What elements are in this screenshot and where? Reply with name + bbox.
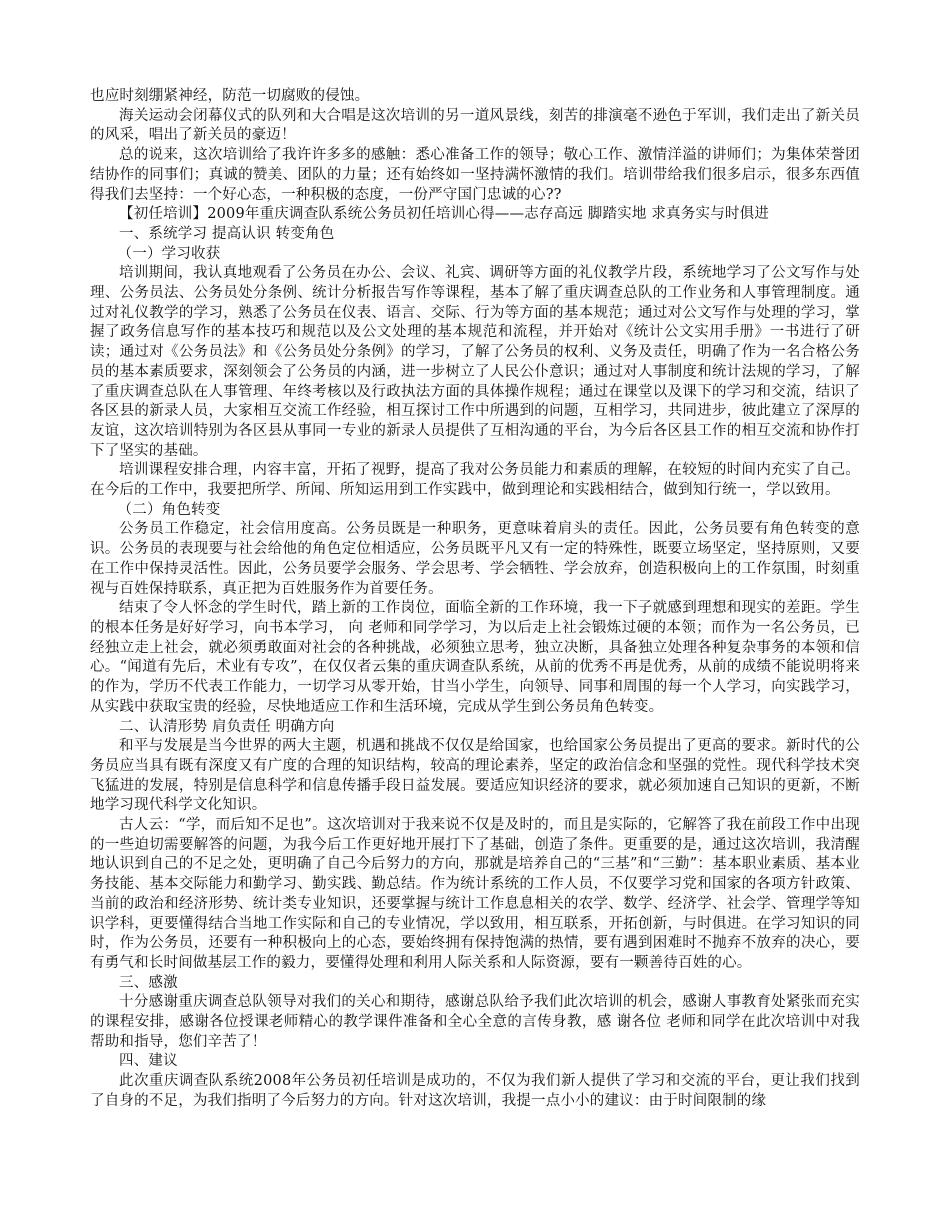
section-heading-2: 二、认清形势 肩负责任 明确方向	[119, 718, 335, 735]
paragraph: 公务员工作稳定，社会信用度高。公务员既是一种职务，更意味着肩头的责任。因此，公务员要有角色转变的意识。公务员的表现要与社会给他的角色定位相适应，公务员既平凡又有一定的特殊性，既要立场坚定，坚持原则，又要在工作中保持灵活性。因此，公务员要学会服务、学会思考、学会牺牲、学会放弃，创造积极向上的工作氛围，时刻重视与百姓保持联系，真正把为百姓服务作为首要任务。	[90, 521, 860, 597]
paragraph: 总的说来，这次培训给了我许许多多的感触：悉心准备工作的领导；敬心工作、激情洋溢的讲师们；为集体荣誉团结协作的同事们；真诚的赞美、团队的力量；还有始终如一坚持满怀激情的我们。培训带给我们很多启示，很多东西值得我们去坚持：一个好心态，一种积极的态度，一份严守国门忠诚的心??	[90, 147, 860, 203]
section-heading-3: 三、感激	[119, 974, 178, 991]
section-heading-4: 四、建议	[119, 1053, 178, 1070]
paragraph: 此次重庆调查队系统2008年公务员初任培训是成功的，不仅为我们新人提供了学习和交流的平台，更让我们找到了自身的不足，为我们指明了今后努力的方向。针对这次培训，我提一点小小的建议：由于时间限制的缘	[90, 1073, 860, 1109]
paragraph: 海关运动会闭幕仪式的队列和大合唱是这次培训的另一道风景线，刻苦的排演毫不逊色于军训，我们走出了新关员的风采，唱出了新关员的豪迈！	[90, 107, 860, 144]
section-heading-1: 一、系统学习 提高认识 转变角色	[119, 225, 335, 242]
paragraph: 和平与发展是当今世界的两大主题，机遇和挑战不仅仅是给国家，也给国家公务员提出了更高的要求。新时代的公务员应当具有既有深度又有广度的合理的知识结构，较高的理论素养，坚定的政治信念和坚强的党性。现代科学技术突飞猛进的发展，特别是信息科学和信息传播手段日益发展。要适应知识经济的要求，就必须加速自己知识的更新，不断地学习现代科学文化知识。	[90, 738, 860, 814]
paragraph: 培训课程安排合理，内容丰富，开拓了视野，提高了我对公务员能力和素质的理解，在较短的时间内充实了自己。在今后的工作中，我要把所学、所闻、所知运用到工作实践中，做到理论和实践相结合，做到知行统一，学以致用。	[90, 462, 860, 499]
paragraph: 也应时刻绷紧神经，防范一切腐败的侵蚀。	[90, 88, 370, 104]
article-title: 【初任培训】2009年重庆调查队系统公务员初任培训心得——志存高远 脚踏实地 求真务实与时俱进	[119, 206, 770, 223]
subsection-heading-1: （一）学习收获	[117, 245, 221, 262]
paragraph: 结束了令人怀念的学生时代，踏上新的工作岗位，面临全新的工作环境，我一下子就感到理想和现实的差距。学生的根本任务是好好学习，向书本学习， 向 老师和同学学习，为以后走上社会锻炼过硬的本领；而作为一名公务员，已经独立走上社会，就必须勇敢面对社会的各种挑战，必须独立思考，独立决断，具备独立处理各种复杂事务的本领和信心。“闻道有先后，术业有专攻”，在仅仅者云集的重庆调查队系统，从前的优秀不再是优秀，从前的成绩不能说明将来的作为，学历不代表工作能力，一切学习从零开始，甘当小学生，向领导、同事和周围的每一个人学习，向实践学习，从实践中获取宝贵的经验，尽快地适应工作和生活环境，完成从学生到公务员角色转变。	[90, 600, 860, 715]
subsection-heading-2: （二）角色转变	[117, 501, 221, 518]
paragraph: 培训期间，我认真地观看了公务员在办公、会议、礼宾、调研等方面的礼仪教学片段，系统地学习了公文写作与处理、公务员法、公务员处分条例、统计分析报告写作等课程，基本了解了重庆调查总队的工作业务和人事管理制度。通过对礼仪教学的学习，熟悉了公务员在仪表、语言、交际、行为等方面的基本规范；通过对公文写作与处理的学习，掌握了政务信息写作的基本技巧和规范以及公文处理的基本规范和流程，并开始对《统计公文实用手册》一书进行了研读；通过对《公务员法》和《公务员处分条例》的学习，了解了公务员的权利、义务及责任，明确了作为一名合格公务员的基本素质要求，深刻领会了公务员的内涵，进一步树立了人民公仆意识；通过对人事制度和统计法规的学习，了解了重庆调查总队在人事管理、年终考核以及行政执法方面的具体操作规程；通过在课堂以及课下的学习和交流，结识了各区县的新录人员，大家相互交流工作经验，相互探讨工作中所遇到的问题，互相学习，共同进步，彼此建立了深厚的友谊，这次培训特别为各区县从事同一专业的新录人员提供了互相沟通的平台，为今后各区县工作的相互交流和协作打下了坚实的基础。	[90, 265, 860, 459]
paragraph: 十分感谢重庆调查总队领导对我们的关心和期待，感谢总队给予我们此次培训的机会，感谢人事教育处紧张而充实的课程安排，感谢各位授课老师精心的教学课件准备和全心全意的言传身教，感 谢各位 老师和同学在此次培训中对我帮助和指导，您们辛苦了！	[90, 994, 860, 1050]
paragraph: 古人云：“学，而后知不足也”。这次培训对于我来说不仅是及时的，而且是实际的，它解答了我在前段工作中出现的一些迫切需要解答的问题，为我今后工作更好地开展打下了基础，创造了条件。更重要的是，通过这次培训，我清醒地认识到自己的不足之处，更明确了自己今后努力的方向，那就是培养自己的“三基”和“三勤”：基本职业素质、基本业务技能、基本交际能力和勤学习、勤实践、勤总结。作为统计系统的工作人员，不仅要学习党和国家的各项方针政策、当前的政治和经济形势、统计类专业知识，还要掌握与统计工作息息相关的农学、数学、经济学、社会学、管理学等知识学科，更要懂得结合当地工作实际和自己的专业情况，学以致用，相互联系，开拓创新，与时俱进。在学习知识的同时，作为公务员，还要有一种积极向上的心态，要始终拥有保持饱满的热情，要有遇到困难时不抛弃不放弃的决心，要有勇气和长时间做基层工作的毅力，要懂得处理和利用人际关系和人际资源，要有一颗善待百姓的心。	[90, 817, 860, 971]
